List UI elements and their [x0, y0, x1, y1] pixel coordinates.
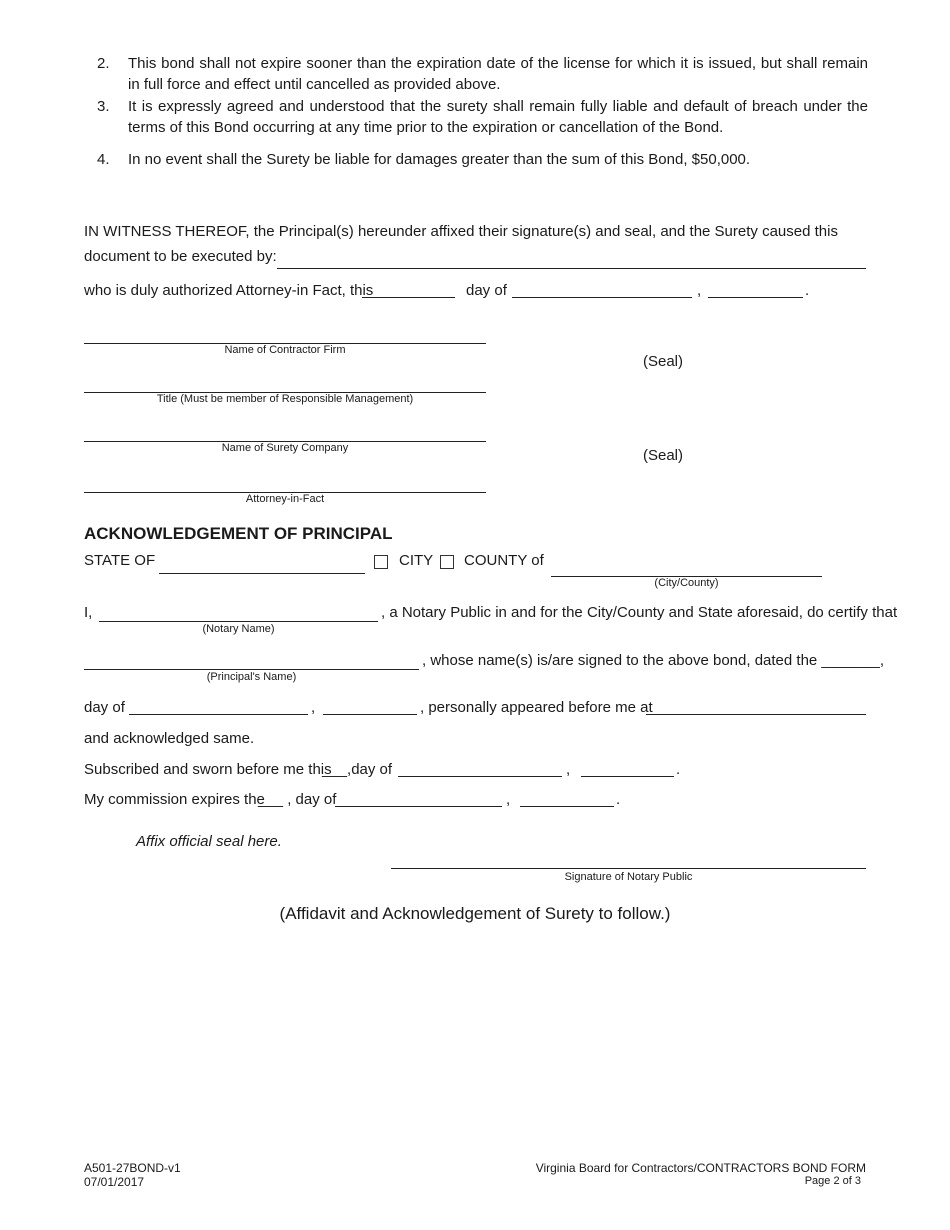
commission-period: . [616, 791, 621, 808]
affix-seal-note: Affix official seal here. [136, 833, 282, 850]
footer-form-id: A501-27BOND-v1 [84, 1161, 181, 1175]
attorney-in-fact-caption: Attorney-in-Fact [245, 493, 325, 505]
subscribed-day-blank[interactable]: ___,day of [322, 761, 393, 778]
subscribed-text: Subscribed and sworn before me this [84, 761, 332, 778]
city-county-caption: (City/County) [654, 577, 719, 589]
authorized-year-field[interactable] [708, 297, 803, 298]
commission-comma: , [506, 791, 511, 808]
principal-name-caption: (Principal's Name) [206, 671, 297, 683]
term-number: 3. [97, 98, 110, 115]
county-checkbox[interactable] [440, 555, 454, 569]
appeared-location-field[interactable] [646, 714, 866, 715]
footer-page: Page 2 of 3 [804, 1175, 861, 1187]
term-number: 2. [97, 55, 110, 72]
authorized-period: . [805, 282, 810, 299]
notary-signature-caption: Signature of Notary Public [564, 871, 693, 883]
notary-certify-text: , a Notary Public in and for the City/County and State aforesaid, do certify that [381, 604, 898, 621]
term-number: 4. [97, 151, 110, 168]
ack-year-field[interactable] [323, 714, 417, 715]
footer-form-title: Virginia Board for Contractors/CONTRACTORS BOND FORM [535, 1161, 866, 1175]
authorized-day-field[interactable] [362, 297, 455, 298]
state-field[interactable] [159, 573, 365, 574]
authorized-day-of: day of [466, 282, 507, 299]
acknowledged-same-text: and acknowledged same. [84, 730, 255, 747]
county-of-label: COUNTY of [464, 552, 544, 569]
ack-comma: , [311, 699, 316, 716]
ack-day-of-label: day of [84, 699, 125, 716]
term-text: In no event shall the Surety be liable for damages greater than the sum of this Bond, $50,000. [128, 151, 751, 168]
title-caption: Title (Must be member of Responsible Management) [156, 393, 414, 405]
subscribed-period: . [676, 761, 681, 778]
contractor-firm-caption: Name of Contractor Firm [224, 344, 346, 356]
seal-label-1: (Seal) [643, 353, 684, 370]
commission-month-field[interactable] [335, 806, 502, 807]
notary-i-label: I, [84, 604, 93, 621]
city-label: CITY [399, 552, 434, 569]
follow-note: (Affidavit and Acknowledgement of Surety to follow.) [279, 904, 671, 923]
term-text: It is expressly agreed and understood that the surety shall remain fully liable and default of breach under the terms of this Bond occurring at any time prior to the expiration or cancellation of the Bond. [128, 98, 868, 136]
witness-line-2: document to be executed by: [84, 248, 277, 265]
state-of-label: STATE OF [84, 552, 156, 569]
commission-day-blank[interactable]: ___ , day of [258, 791, 337, 808]
notary-name-field[interactable] [99, 621, 378, 622]
commission-year-field[interactable] [520, 806, 614, 807]
commission-text: My commission expires the [84, 791, 265, 808]
authorized-month-field[interactable] [512, 297, 692, 298]
subscribed-month-field[interactable] [398, 776, 562, 777]
term-text: This bond shall not expire sooner than the expiration date of the license for which it is issued, but shall remain in full force and effect until cancelled as provided above. [128, 55, 868, 93]
executed-by-field[interactable] [277, 268, 866, 269]
seal-label-2: (Seal) [643, 447, 684, 464]
principal-name-field[interactable] [84, 669, 419, 670]
subscribed-comma: , [566, 761, 571, 778]
ack-month-field[interactable] [129, 714, 308, 715]
notary-signature-field[interactable] [391, 868, 866, 869]
authorized-prefix: who is duly authorized Attorney-in Fact, this [84, 282, 374, 299]
witness-line-1: IN WITNESS THEREOF, the Principal(s) hereunder affixed their signature(s) and seal, and the Surety caused this [84, 223, 838, 240]
city-checkbox[interactable] [374, 555, 388, 569]
notary-name-caption: (Notary Name) [202, 623, 275, 635]
whose-names-text: , whose name(s) is/are signed to the above bond, dated the _______, [422, 652, 884, 669]
authorized-comma: , [697, 282, 702, 299]
acknowledgement-heading: ACKNOWLEDGEMENT OF PRINCIPAL [84, 524, 393, 543]
subscribed-year-field[interactable] [581, 776, 674, 777]
personally-appeared-text: , personally appeared before me at [420, 699, 653, 716]
surety-company-caption: Name of Surety Company [221, 442, 349, 454]
footer-form-date: 07/01/2017 [84, 1175, 145, 1189]
